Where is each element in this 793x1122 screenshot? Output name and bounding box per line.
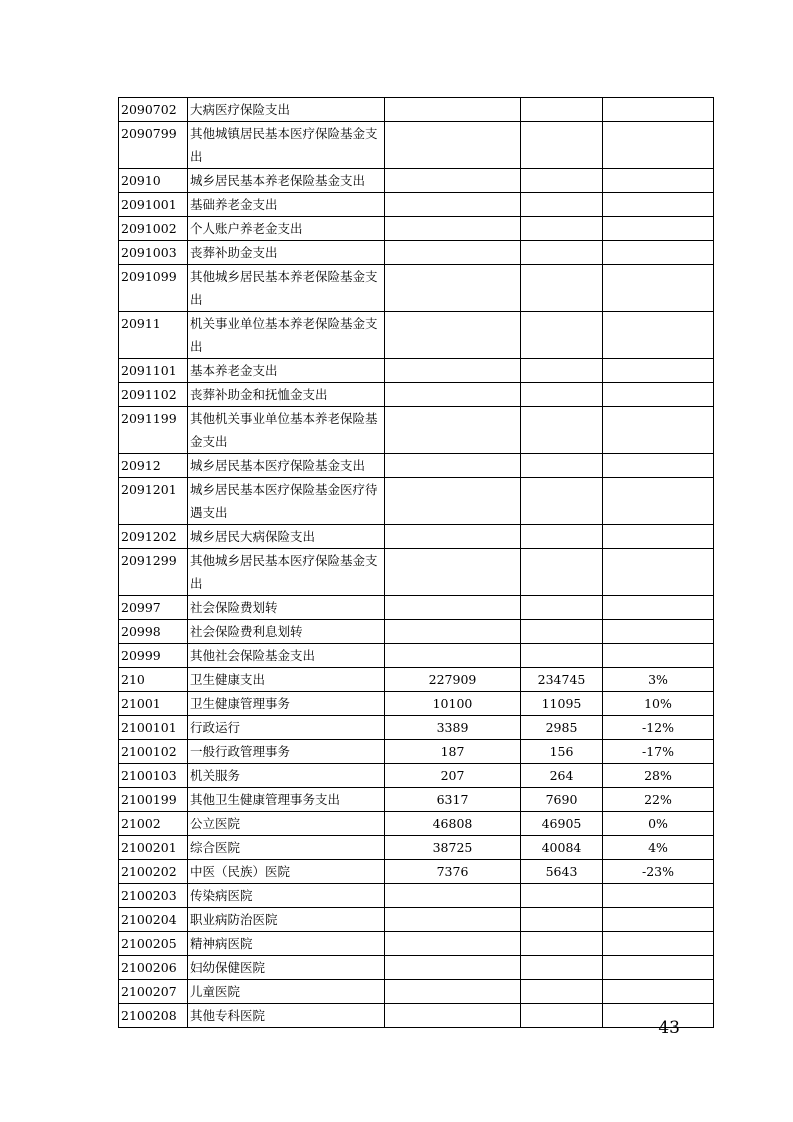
- change-cell: [603, 478, 714, 525]
- value-cell-2: [521, 956, 603, 980]
- change-cell: -23%: [603, 860, 714, 884]
- table-row: [119, 740, 714, 764]
- code-cell: 2100204: [119, 908, 188, 932]
- table-row: [119, 383, 714, 407]
- name-cell: 妇幼保健医院: [188, 956, 385, 980]
- value-cell-2: [521, 383, 603, 407]
- code-cell: 2100101: [119, 716, 188, 740]
- name-cell: 其他专科医院: [188, 1004, 385, 1028]
- table-row: [119, 122, 714, 169]
- value-cell-2: 234745: [521, 668, 603, 692]
- value-cell-1: [385, 908, 521, 932]
- value-cell-1: [385, 454, 521, 478]
- change-cell: [603, 620, 714, 644]
- value-cell-2: 2985: [521, 716, 603, 740]
- table-row: [119, 241, 714, 265]
- value-cell-1: [385, 241, 521, 265]
- code-cell: 2100201: [119, 836, 188, 860]
- code-cell: 2100103: [119, 764, 188, 788]
- change-cell: [603, 169, 714, 193]
- name-cell: 个人账户养老金支出: [188, 217, 385, 241]
- code-cell: 20911: [119, 312, 188, 359]
- name-cell: 综合医院: [188, 836, 385, 860]
- name-cell: 精神病医院: [188, 932, 385, 956]
- change-cell: [603, 454, 714, 478]
- table-body: [119, 98, 714, 1028]
- value-cell-1: [385, 407, 521, 454]
- value-cell-2: [521, 122, 603, 169]
- value-cell-2: 264: [521, 764, 603, 788]
- change-cell: [603, 122, 714, 169]
- code-cell: 20998: [119, 620, 188, 644]
- name-cell: 公立医院: [188, 812, 385, 836]
- value-cell-2: [521, 525, 603, 549]
- value-cell-2: [521, 312, 603, 359]
- code-cell: 2100208: [119, 1004, 188, 1028]
- value-cell-1: [385, 932, 521, 956]
- code-cell: 2091102: [119, 383, 188, 407]
- value-cell-1: [385, 169, 521, 193]
- change-cell: 0%: [603, 812, 714, 836]
- value-cell-1: [385, 884, 521, 908]
- value-cell-2: [521, 217, 603, 241]
- value-cell-2: 46905: [521, 812, 603, 836]
- table-row: [119, 932, 714, 956]
- table-row: [119, 836, 714, 860]
- table-row: [119, 98, 714, 122]
- code-cell: 2100205: [119, 932, 188, 956]
- value-cell-1: 187: [385, 740, 521, 764]
- value-cell-1: [385, 265, 521, 312]
- code-cell: 2091002: [119, 217, 188, 241]
- code-cell: 2091003: [119, 241, 188, 265]
- change-cell: 28%: [603, 764, 714, 788]
- page-number: 43: [658, 1018, 680, 1038]
- value-cell-1: [385, 98, 521, 122]
- code-cell: 2100203: [119, 884, 188, 908]
- name-cell: 大病医疗保险支出: [188, 98, 385, 122]
- table-row: [119, 668, 714, 692]
- value-cell-1: [385, 525, 521, 549]
- change-cell: [603, 98, 714, 122]
- change-cell: [603, 217, 714, 241]
- name-cell: 卫生健康支出: [188, 668, 385, 692]
- name-cell: 城乡居民基本医疗保险基金医疗待遇支出: [188, 478, 385, 525]
- code-cell: 2100199: [119, 788, 188, 812]
- table-row: [119, 525, 714, 549]
- name-cell: 其他社会保险基金支出: [188, 644, 385, 668]
- table-row: [119, 788, 714, 812]
- value-cell-2: [521, 407, 603, 454]
- code-cell: 2090799: [119, 122, 188, 169]
- value-cell-1: [385, 644, 521, 668]
- name-cell: 社会保险费利息划转: [188, 620, 385, 644]
- code-cell: 2091101: [119, 359, 188, 383]
- table-row: [119, 884, 714, 908]
- change-cell: 10%: [603, 692, 714, 716]
- table-row: [119, 692, 714, 716]
- value-cell-2: [521, 932, 603, 956]
- code-cell: 2100207: [119, 980, 188, 1004]
- name-cell: 社会保险费划转: [188, 596, 385, 620]
- code-cell: 2100206: [119, 956, 188, 980]
- value-cell-2: 5643: [521, 860, 603, 884]
- change-cell: [603, 908, 714, 932]
- value-cell-1: [385, 312, 521, 359]
- change-cell: [603, 884, 714, 908]
- table-row: [119, 478, 714, 525]
- value-cell-1: [385, 383, 521, 407]
- change-cell: 4%: [603, 836, 714, 860]
- table-row: [119, 1004, 714, 1028]
- name-cell: 传染病医院: [188, 884, 385, 908]
- name-cell: 丧葬补助金和抚恤金支出: [188, 383, 385, 407]
- table-row: [119, 812, 714, 836]
- name-cell: 其他城乡居民基本医疗保险基金支出: [188, 549, 385, 596]
- name-cell: 城乡居民基本养老保险基金支出: [188, 169, 385, 193]
- code-cell: 2091202: [119, 525, 188, 549]
- name-cell: 基本养老金支出: [188, 359, 385, 383]
- value-cell-1: [385, 549, 521, 596]
- value-cell-2: [521, 980, 603, 1004]
- value-cell-1: [385, 956, 521, 980]
- code-cell: 2100102: [119, 740, 188, 764]
- value-cell-2: [521, 884, 603, 908]
- value-cell-1: [385, 620, 521, 644]
- change-cell: [603, 956, 714, 980]
- table-row: [119, 956, 714, 980]
- value-cell-1: 227909: [385, 668, 521, 692]
- value-cell-1: [385, 359, 521, 383]
- name-cell: 其他卫生健康管理事务支出: [188, 788, 385, 812]
- value-cell-2: [521, 359, 603, 383]
- name-cell: 机关服务: [188, 764, 385, 788]
- change-cell: -17%: [603, 740, 714, 764]
- code-cell: 2090702: [119, 98, 188, 122]
- name-cell: 其他城乡居民基本养老保险基金支出: [188, 265, 385, 312]
- change-cell: [603, 596, 714, 620]
- value-cell-2: [521, 596, 603, 620]
- value-cell-1: [385, 980, 521, 1004]
- value-cell-2: [521, 241, 603, 265]
- value-cell-2: [521, 908, 603, 932]
- change-cell: [603, 359, 714, 383]
- code-cell: 21001: [119, 692, 188, 716]
- code-cell: 210: [119, 668, 188, 692]
- name-cell: 其他城镇居民基本医疗保险基金支出: [188, 122, 385, 169]
- value-cell-1: [385, 1004, 521, 1028]
- value-cell-1: 6317: [385, 788, 521, 812]
- name-cell: 行政运行: [188, 716, 385, 740]
- change-cell: [603, 980, 714, 1004]
- change-cell: [603, 241, 714, 265]
- table-row: [119, 980, 714, 1004]
- table-row: [119, 193, 714, 217]
- value-cell-2: [521, 620, 603, 644]
- table-row: [119, 312, 714, 359]
- value-cell-1: 207: [385, 764, 521, 788]
- name-cell: 城乡居民大病保险支出: [188, 525, 385, 549]
- change-cell: [603, 932, 714, 956]
- change-cell: [603, 644, 714, 668]
- value-cell-1: [385, 193, 521, 217]
- value-cell-2: [521, 169, 603, 193]
- name-cell: 丧葬补助金支出: [188, 241, 385, 265]
- value-cell-2: 11095: [521, 692, 603, 716]
- code-cell: 2091201: [119, 478, 188, 525]
- table-row: [119, 620, 714, 644]
- change-cell: [603, 383, 714, 407]
- change-cell: [603, 193, 714, 217]
- code-cell: 21002: [119, 812, 188, 836]
- code-cell: 20999: [119, 644, 188, 668]
- table-row: [119, 454, 714, 478]
- value-cell-2: [521, 193, 603, 217]
- value-cell-1: [385, 217, 521, 241]
- change-cell: [603, 525, 714, 549]
- value-cell-1: 7376: [385, 860, 521, 884]
- value-cell-2: [521, 454, 603, 478]
- value-cell-1: [385, 122, 521, 169]
- table-row: [119, 407, 714, 454]
- name-cell: 一般行政管理事务: [188, 740, 385, 764]
- code-cell: 2091099: [119, 265, 188, 312]
- value-cell-1: 46808: [385, 812, 521, 836]
- code-cell: 2091001: [119, 193, 188, 217]
- code-cell: 2091299: [119, 549, 188, 596]
- change-cell: -12%: [603, 716, 714, 740]
- budget-table: [118, 97, 714, 1028]
- table-row: [119, 265, 714, 312]
- value-cell-2: [521, 1004, 603, 1028]
- value-cell-1: [385, 596, 521, 620]
- value-cell-1: 10100: [385, 692, 521, 716]
- value-cell-2: [521, 478, 603, 525]
- code-cell: 20997: [119, 596, 188, 620]
- value-cell-2: 7690: [521, 788, 603, 812]
- value-cell-2: [521, 644, 603, 668]
- code-cell: 20910: [119, 169, 188, 193]
- table-row: [119, 217, 714, 241]
- code-cell: 2091199: [119, 407, 188, 454]
- change-cell: 3%: [603, 668, 714, 692]
- change-cell: 22%: [603, 788, 714, 812]
- table-row: [119, 169, 714, 193]
- value-cell-2: [521, 265, 603, 312]
- name-cell: 城乡居民基本医疗保险基金支出: [188, 454, 385, 478]
- change-cell: [603, 407, 714, 454]
- name-cell: 其他机关事业单位基本养老保险基金支出: [188, 407, 385, 454]
- value-cell-1: 38725: [385, 836, 521, 860]
- table-row: [119, 764, 714, 788]
- change-cell: [603, 312, 714, 359]
- value-cell-2: [521, 549, 603, 596]
- value-cell-1: 3389: [385, 716, 521, 740]
- code-cell: 2100202: [119, 860, 188, 884]
- table-row: [119, 549, 714, 596]
- change-cell: [603, 549, 714, 596]
- value-cell-1: [385, 478, 521, 525]
- value-cell-2: 156: [521, 740, 603, 764]
- value-cell-2: [521, 98, 603, 122]
- name-cell: 机关事业单位基本养老保险基金支出: [188, 312, 385, 359]
- table-row: [119, 908, 714, 932]
- change-cell: [603, 265, 714, 312]
- table-row: [119, 716, 714, 740]
- code-cell: 20912: [119, 454, 188, 478]
- table-row: [119, 644, 714, 668]
- name-cell: 儿童医院: [188, 980, 385, 1004]
- name-cell: 职业病防治医院: [188, 908, 385, 932]
- name-cell: 卫生健康管理事务: [188, 692, 385, 716]
- name-cell: 基础养老金支出: [188, 193, 385, 217]
- name-cell: 中医（民族）医院: [188, 860, 385, 884]
- value-cell-2: 40084: [521, 836, 603, 860]
- table-row: [119, 596, 714, 620]
- table-row: [119, 359, 714, 383]
- table-row: [119, 860, 714, 884]
